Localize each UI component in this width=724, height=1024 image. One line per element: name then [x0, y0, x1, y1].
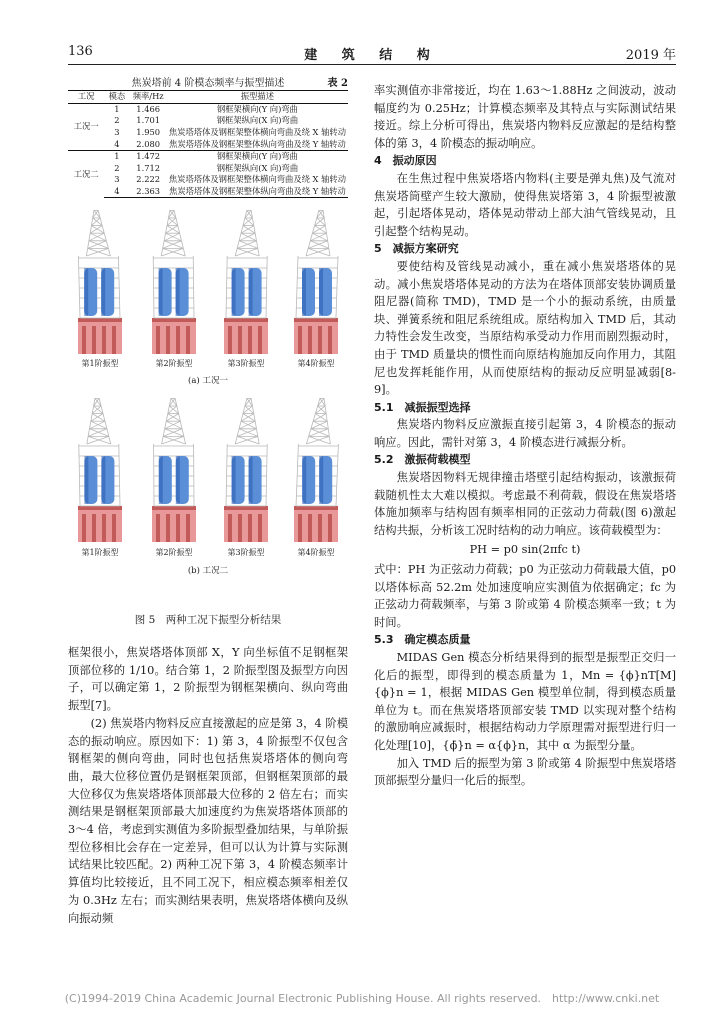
mode-cell: 4 — [104, 186, 129, 198]
table-title: 焦炭塔前 4 阶模态频率与振型描述 — [131, 78, 285, 89]
col-freq: 频率/Hz — [130, 91, 167, 104]
tower-mode-shape-image — [148, 206, 200, 356]
desc-cell: 焦炭塔塔体及钢框架整体纵向弯曲及绕 Y 轴转动 — [167, 186, 348, 198]
mode-label: 第1阶振型 — [81, 548, 119, 558]
paragraph: (2) 焦炭塔内物料反应直接激起的应是第 3，4 阶模态的振动响应。原因如下：1) 第 3，4 阶振型不仅包含钢框架的侧向弯曲，同时也包括焦炭塔塔体的侧向弯曲，最大位移位置仍是钢框架顶部，但钢框架顶部的最大位移仅为焦炭塔塔体顶部最大位移的 2 倍左右；而实测结果是钢框架顶部最大加速度约为焦炭塔塔体顶部的 3～4 倍，考虑到实测值为多阶振型叠加结果，与单阶振型位移相比会存在一定差异，但可以认为计算与实际测试结果比较匹配。2) 两种工况下第 3，4 阶模态频率计算值均比较接近，且不同工况下，相应模态频率相差仅为 0.3Hz 左右；而实测结果表明，焦炭塔塔体横向及纵向振动频 — [68, 716, 348, 925]
freq-cell: 1.950 — [136, 127, 161, 138]
table-row — [68, 115, 348, 127]
tower-mode-shape-image — [290, 394, 342, 544]
paragraph: 加入 TMD 后的振型为第 3 阶或第 4 阶振型中焦炭塔塔顶部振型分量归一化后的振型。 — [374, 756, 676, 788]
tower-mode-shape-image — [290, 206, 342, 356]
col-mode: 模态 — [104, 91, 129, 104]
journal-title: 建 筑 结 构 — [304, 48, 440, 63]
mode-cell: 2 — [114, 162, 120, 173]
modal-table — [68, 90, 348, 198]
section-heading: 4 振动原因 — [374, 154, 437, 168]
copyright-footer: (C)1994-2019 China Academic Journal Electronic Publishing House. All rights reserved. http://www.cnki.net — [64, 992, 660, 1005]
table-row — [68, 174, 348, 186]
table-caption — [68, 74, 348, 90]
subsection-heading: 5.2 激振荷载模型 — [374, 453, 471, 467]
desc-cell: 钢框架横向(Y 向)弯曲 — [167, 103, 348, 115]
freq-cell: 1.466 — [130, 103, 167, 115]
table-row — [68, 138, 348, 150]
mode-label: 第4阶振型 — [297, 359, 335, 369]
mode-shape-figure — [68, 204, 348, 644]
desc-cell: 焦炭塔塔体及钢框架整体横向弯曲及绕 X 轴转动 — [168, 127, 346, 138]
left-column — [68, 74, 348, 925]
condition-cell: 工况一 — [68, 103, 104, 150]
tower-mode-shape-image — [148, 394, 200, 544]
paragraph: 式中：PH 为正弦动力荷载；p0 为正弦动力荷载最大值，p0 以塔体标高 52.2m 处加速度响应实测值为依据确定；fc 为正弦动力荷载频率，与第 3 阶或第 4 阶模态频率一致；t 为时间。 — [374, 563, 677, 629]
mode-cell: 2 — [114, 115, 120, 126]
col-desc: 振型描述 — [167, 91, 348, 104]
mode-label: 第4阶振型 — [297, 548, 335, 558]
subfigure-caption-a: (a) 工况一 — [188, 376, 228, 387]
load-equation: PH = p0 sin(2πfc t) — [469, 543, 581, 557]
paragraph: 要使结构及管线晃动减小，重在减小焦炭塔塔体的晃动。减小焦炭塔塔体晃动的方法为在塔体顶部安装协调质量阻尼器(简称 TMD)，TMD 是一个小的振动系统，由质量块、弹簧系统和阻尼系统组成。原结构加入 TMD 后，其动力特性会发生改变，当原结构承受动力作用而剧烈振动时，由于 TMD 质量块的惯性而向原结构施加反向作用力，其阻尼也发挥耗能作用，从而使原结构的振动反应明显减弱[8-9]。 — [374, 259, 676, 397]
paragraph: 焦炭塔内物料反应激振直接引起第 3，4 阶模态的振动响应。因此，需针对第 3，4 阶模态进行减振分析。 — [374, 418, 676, 449]
header-rule — [68, 64, 676, 65]
year: 2019 年 — [625, 48, 676, 63]
mode-cell: 1 — [104, 103, 129, 115]
page-header — [68, 44, 676, 64]
section-heading: 5 减振方案研究 — [374, 242, 459, 256]
tower-mode-shape-image — [74, 206, 126, 356]
mode-cell: 4 — [114, 138, 120, 149]
desc-cell: 焦炭塔塔体及钢框架整体横向弯曲及绕 X 轴转动 — [168, 174, 346, 185]
paragraph: 在生焦过程中焦炭塔塔内物料(主要是弹丸焦)及气流对焦炭塔筒壁产生较大激励，使得焦炭塔第 3，4 阶振型被激起，引起塔体晃动，塔体晃动带动上部大油气管线晃动，且引起整个结构晃动。 — [374, 171, 676, 238]
table-row — [68, 163, 348, 175]
right-column — [374, 82, 676, 790]
table-number: 表 2 — [327, 78, 348, 89]
tower-mode-shape-image — [220, 206, 272, 356]
subsection-heading: 5.3 确定模态质量 — [374, 633, 471, 647]
freq-cell: 1.712 — [136, 162, 161, 173]
table-row — [68, 103, 348, 115]
mode-label: 第3阶振型 — [227, 359, 265, 369]
subfigure-caption-b: (b) 工况二 — [187, 566, 229, 577]
mode-cell: 3 — [114, 127, 120, 138]
figure-caption: 图 5 两种工况下振型分析结果 — [134, 614, 282, 626]
condition-cell: 工况二 — [68, 150, 104, 197]
figure-row-b — [68, 394, 348, 544]
mode-label: 第1阶振型 — [81, 359, 119, 369]
freq-cell: 1.472 — [130, 150, 167, 162]
tower-mode-shape-image — [220, 394, 272, 544]
table-row — [68, 150, 348, 162]
desc-cell: 焦炭塔塔体及钢框架整体纵向弯曲及绕 Y 轴转动 — [169, 138, 346, 149]
freq-cell: 2.080 — [136, 138, 161, 149]
left-body-text — [68, 644, 348, 927]
desc-cell: 钢框架纵向(X 向)弯曲 — [216, 162, 299, 173]
desc-cell: 钢框架横向(Y 向)弯曲 — [167, 150, 348, 162]
table-row — [68, 186, 348, 198]
paragraph: 焦炭塔因物料无规律撞击塔壁引起结构振动，该激振荷载随机性太大难以模拟。考虑最不利荷载，假设在焦炭塔塔体施加频率与结构固有频率相同的正弦动力荷载(图 6)激起结构共振，分析该工况时结构的动力响应。该荷载模型为： — [374, 471, 676, 537]
subsection-heading: 5.1 减振振型选择 — [374, 400, 471, 414]
mode-label: 第2阶振型 — [155, 548, 193, 558]
freq-cell: 2.222 — [136, 174, 161, 185]
mode-label: 第2阶振型 — [155, 359, 193, 369]
mode-label: 第3阶振型 — [227, 548, 265, 558]
mode-cell: 1 — [104, 150, 129, 162]
paragraph: MIDAS Gen 模态分析结果得到的振型是振型正交归一化后的振型，即得到的模态质量为 1，Mn = {ϕ}nT[M]{ϕ}n = 1，根据 MIDAS Gen 模型单位制，得到模态质量单位为 t。而在焦炭塔塔顶部安装 TMD 以实现对整个结构的激励响应减振时，根据结构动力学原理需对振型进行归一化处理[10]，{ϕ̄}n = α{ϕ}n，其中 α 为振型分量。 — [374, 651, 676, 752]
paragraph: 率实测值亦非常接近，均在 1.63～1.88Hz 之间波动，波动幅度约为 0.25Hz；计算模态频率及其特点与实际测试结果接近。综上分析可得出，焦炭塔内物料反应激起的是结构整体的第 3，4 阶模态的振动响应。 — [374, 84, 676, 150]
mode-cell: 3 — [114, 174, 120, 185]
desc-cell: 钢框架纵向(X 向)弯曲 — [216, 115, 299, 126]
freq-cell: 2.363 — [130, 186, 167, 198]
tower-mode-shape-image — [74, 394, 126, 544]
table-row — [68, 127, 348, 139]
page-number: 136 — [68, 44, 93, 59]
paragraph: 框架很小，焦炭塔塔体顶部 X，Y 向坐标值不足钢框架顶部位移的 1/10。结合第 1，2 阶振型图及振型方向因子，可以确定第 1，2 阶振型为钢框架横向、纵向弯曲振型[7]。 — [68, 646, 348, 713]
col-condition: 工况 — [68, 91, 104, 104]
figure-row-a — [68, 206, 348, 356]
freq-cell: 1.701 — [136, 115, 161, 126]
